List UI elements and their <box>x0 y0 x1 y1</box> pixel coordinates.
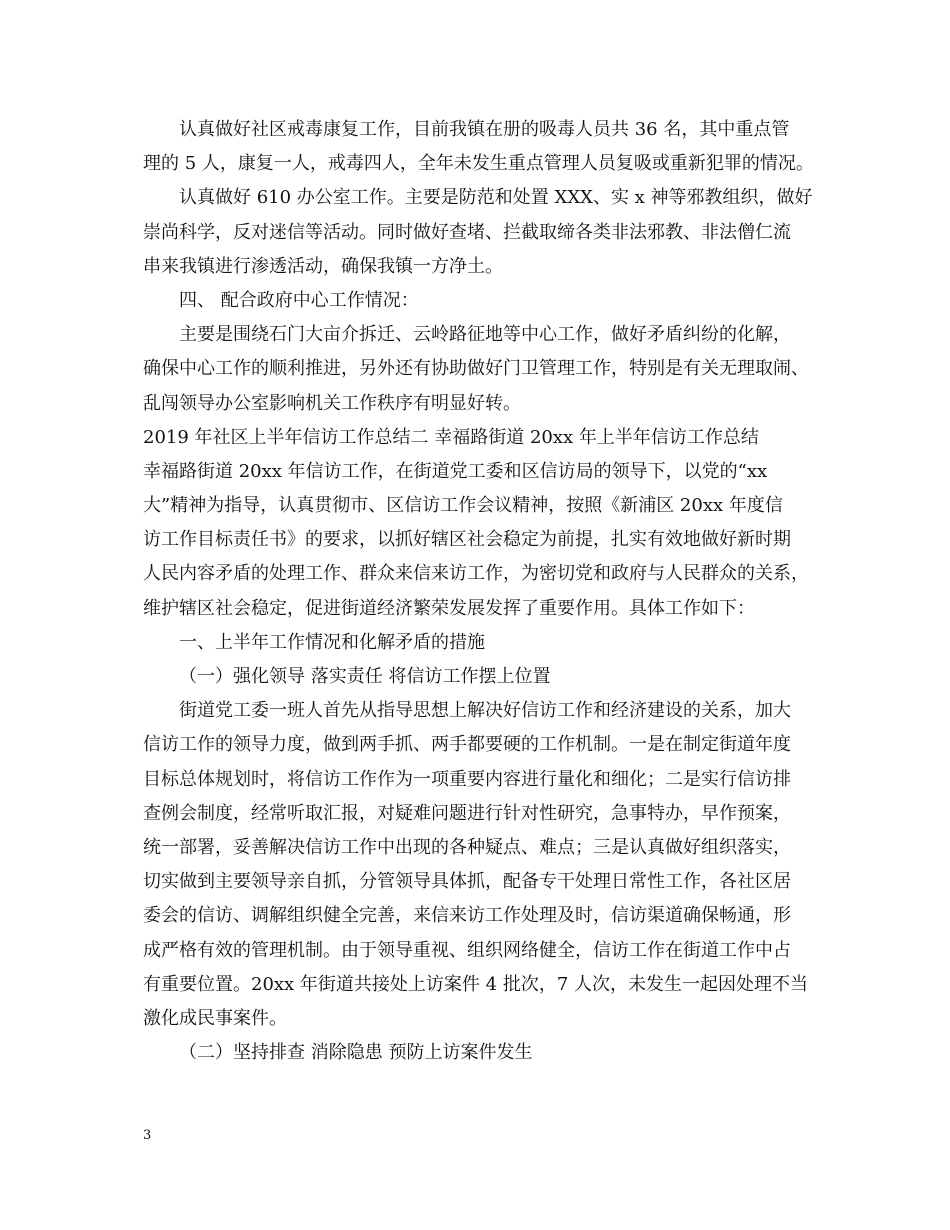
paragraph-line: 委会的信访、调解组织健全完善，来信来访工作处理及时，信访渠道确保畅通，形 <box>143 905 791 927</box>
paragraph-line: 人民内容矛盾的处理工作、群众来信来访工作，为密切党和政府与人民群众的关系， <box>143 563 809 585</box>
paragraph-line: 崇尚科学，反对迷信等活动。同时做好查堵、拦截取缔各类非法邪教、非法僧仁流 <box>143 221 791 243</box>
paragraph-line: 激化成民事案件。 <box>143 1007 287 1029</box>
subsection-heading: （二）坚持排查 消除隐患 预防上访案件发生 <box>179 1042 533 1064</box>
paragraph-line: 目标总体规划时，将信访工作作为一项重要内容进行量化和细化；二是实行信访排 <box>143 768 791 790</box>
paragraph-line: 统一部署，妥善解决信访工作中出现的各种疑点、难点；三是认真做好组织落实， <box>143 836 791 858</box>
paragraph-line: 主要是围绕石门大亩介拆迁、云岭路征地等中心工作，做好矛盾纠纷的化解， <box>179 324 791 346</box>
subsection-heading: （一）强化领导 落实责任 将信访工作摆上位置 <box>179 666 551 687</box>
paragraph-line: 认真做好社区戒毒康复工作，目前我镇在册的吸毒人员共 36 名，其中重点管 <box>179 119 790 140</box>
document-title-line: 2019 年社区上半年信访工作总结二 幸福路街道 20xx 年上半年信访工作总结 <box>143 426 759 448</box>
paragraph-line: 街道党工委一班人首先从指导思想上解决好信访工作和经济建设的关系，加大 <box>179 700 791 722</box>
paragraph-line: 维护辖区社会稳定，促进街道经济繁荣发展发挥了重要作用。具体工作如下： <box>143 597 755 619</box>
paragraph-line: 大”精神为指导，认真贯彻市、区信访工作会议精神，按照《新浦区 20xx 年度信 <box>143 495 783 517</box>
paragraph-line: 乱闯领导办公室影响机关工作秩序有明显好转。 <box>143 392 521 414</box>
paragraph-line: 查例会制度，经常听取汇报，对疑难问题进行针对性研究，急事特办，早作预案， <box>143 802 791 824</box>
paragraph-line: 切实做到主要领导亲自抓，分管领导具体抓，配备专干处理日常性工作，各社区居 <box>143 871 791 893</box>
page-number: 3 <box>143 1128 152 1143</box>
paragraph-line: 理的 5 人，康复一人，戒毒四人，全年未发生重点管理人员复吸或重新犯罪的情况。 <box>143 153 814 175</box>
paragraph-line: 幸福路街道 20xx 年信访工作，在街道党工委和区信访局的领导下，以党的“xx <box>143 460 768 482</box>
document-body <box>143 113 823 1070</box>
section-heading: 四、 配合政府中心工作情况： <box>179 289 419 311</box>
paragraph-line: 确保中心工作的顺利推进，另外还有协助做好门卫管理工作，特别是有关无理取闹、 <box>143 358 809 380</box>
paragraph-line: 认真做好 610 办公室工作。主要是防范和处置 XXX、实 x 神等邪教组织，做好 <box>179 187 813 209</box>
paragraph-line: 串来我镇进行渗透活动，确保我镇一方净土。 <box>143 255 503 277</box>
section-heading: 一、上半年工作情况和化解矛盾的措施 <box>179 631 485 653</box>
paragraph-line: 访工作目标责任书》的要求，以抓好辖区社会稳定为前提，扎实有效地做好新时期 <box>143 529 791 551</box>
paragraph-line: 成严格有效的管理机制。由于领导重视、组织网络健全，信访工作在街道工作中占 <box>143 939 791 961</box>
paragraph-line: 有重要位置。20xx 年街道共接处上访案件 4 批次，7 人次，未发生一起因处理不当 <box>143 973 808 995</box>
paragraph-line: 信访工作的领导力度，做到两手抓、两手都要硬的工作机制。一是在制定街道年度 <box>143 734 791 756</box>
